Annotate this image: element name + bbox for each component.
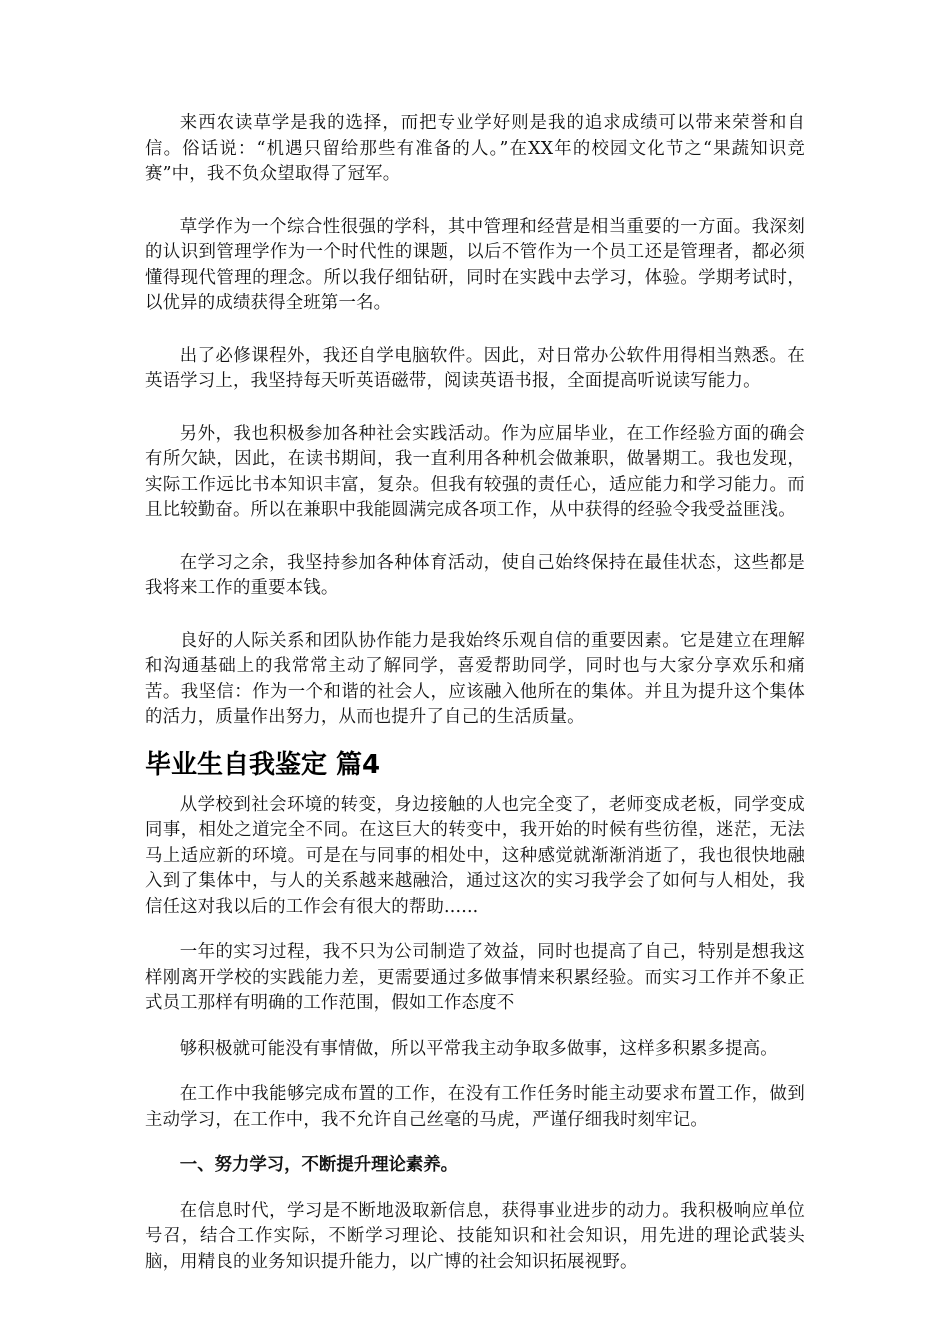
paragraph: 一年的实习过程，我不只为公司制造了效益，同时也提高了自己，特别是想我这样刚离开学校的实践能力差，更需要通过多做事情来积累经验。而实习工作并不象正式员工那样有明确的工作范围，假如工作态度不 <box>145 942 805 1013</box>
document-page <box>145 111 805 1275</box>
paragraph: 来西农读草学是我的选择，而把专业学好则是我的追求成绩可以带来荣誉和自信。俗话说：“机遇只留给那些有准备的人。”在XX年的校园文化节之“果蔬知识竞赛”中，我不负众望取得了冠军。 <box>145 113 805 184</box>
paragraph: 在工作中我能够完成布置的工作，在没有工作任务时能主动要求布置工作，做到主动学习，在工作中，我不允许自己丝毫的马虎，严谨仔细我时刻牢记。 <box>145 1084 805 1130</box>
section-heading: 毕业生自我鉴定 篇4 <box>145 749 381 780</box>
subsection-heading: 一、努力学习，不断提升理论素养。 <box>179 1155 459 1175</box>
paragraph: 在学习之余，我坚持参加各种体育活动，使自己始终保持在最佳状态，这些都是我将来工作的重要本钱。 <box>145 552 805 598</box>
paragraph: 出了必修课程外，我还自学电脑软件。因此，对日常办公软件用得相当熟悉。在英语学习上，我坚持每天听英语磁带，阅读英语书报，全面提高听说读写能力。 <box>145 345 805 391</box>
paragraph: 从学校到社会环境的转变，身边接触的人也完全变了，老师变成老板，同学变成同事，相处之道完全不同。在这巨大的转变中，我开始的时候有些彷徨，迷茫，无法马上适应新的环境。可是在与同事的相处中，这种感觉就渐渐消逝了，我也很快地融入到了集体中，与人的关系越来越融洽，通过这次的实习我学会了如何与人相处，我信任这对我以后的工作会有很大的帮助...... <box>145 794 805 917</box>
paragraph: 良好的人际关系和团队协作能力是我始终乐观自信的重要因素。它是建立在理解和沟通基础上的我常常主动了解同学，喜爱帮助同学，同时也与大家分享欢乐和痛苦。我坚信：作为一个和谐的社会人，应该融入他所在的集体。并且为提升这个集体的活力，质量作出努力，从而也提升了自己的生活质量。 <box>145 630 805 727</box>
paragraph: 草学作为一个综合性很强的学科，其中管理和经营是相当重要的一方面。我深刻的认识到管理学作为一个时代性的课题，以后不管作为一个员工还是管理者，都必须懂得现代管理的理念。所以我仔细钻研，同时在实践中去学习，体验。学期考试时，以优异的成绩获得全班第一名。 <box>145 216 805 313</box>
paragraph: 另外，我也积极参加各种社会实践活动。作为应届毕业，在工作经验方面的确会有所欠缺，因此，在读书期间，我一直利用各种机会做兼职，做暑期工。我也发现，实际工作远比书本知识丰富，复杂。但我有较强的责任心，适应能力和学习能力。而且比较勤奋。所以在兼职中我能圆满完成各项工作，从中获得的经验令我受益匪浅。 <box>145 423 805 520</box>
paragraph: 在信息时代，学习是不断地汲取新信息，获得事业进步的动力。我积极响应单位号召，结合工作实际，不断学习理论、技能知识和社会知识，用先进的理论武装头脑，用精良的业务知识提升能力，以广博的社会知识拓展视野。 <box>145 1200 805 1272</box>
paragraph: 够积极就可能没有事情做，所以平常我主动争取多做事，这样多积累多提高。 <box>179 1038 778 1059</box>
